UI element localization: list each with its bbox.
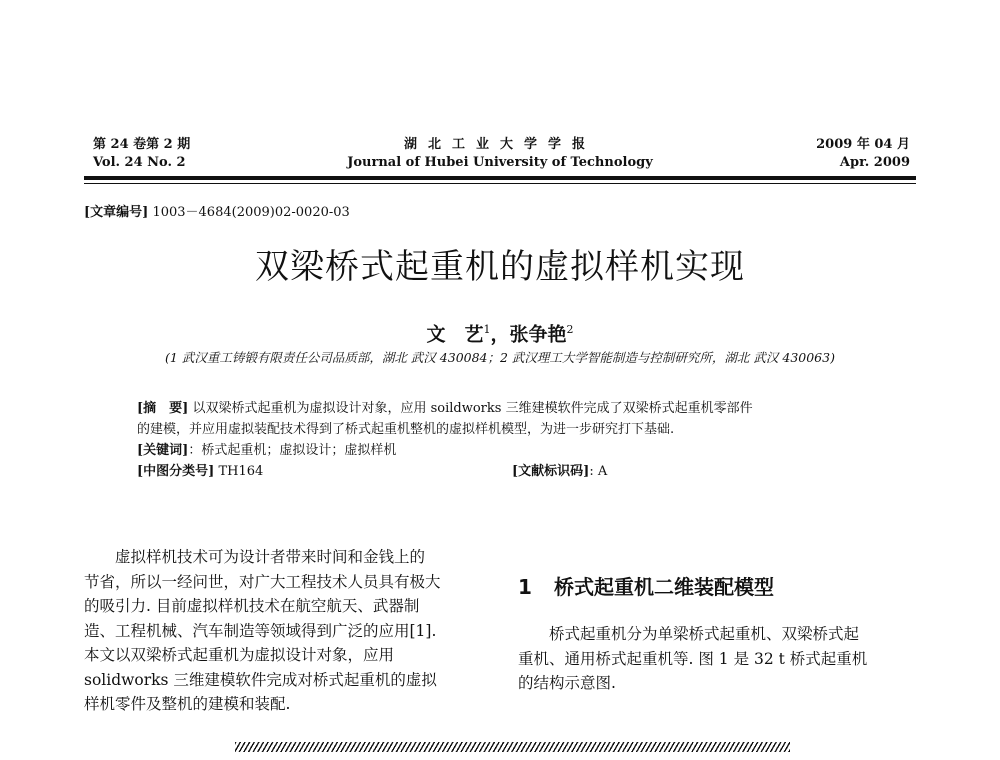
keywords-text: ：桥式起重机；虚拟设计；虚拟样机 — [188, 443, 397, 458]
article-number-label: [文章编号] — [84, 205, 149, 220]
header-volume-en: Vol. 24 No. 2 — [93, 155, 186, 170]
doc-code — [512, 461, 607, 482]
body-left-column — [84, 545, 489, 717]
intro-line: solidworks 三维建模软件完成对桥式起重机的虚拟 — [84, 670, 437, 689]
header-date-en: Apr. 2009 — [839, 155, 910, 170]
header-journal-en: Journal of Hubei University of Technology — [347, 155, 653, 170]
header-rule-thin — [84, 183, 916, 184]
intro-line: 的吸引力. 目前虚拟样机技术在航空航天、武器制 — [84, 597, 420, 615]
keywords-row — [137, 440, 877, 461]
abstract-label: [摘 要] — [137, 401, 189, 416]
doc-code-label: [文献标识码] — [512, 464, 590, 479]
section-1-heading — [518, 572, 918, 602]
header-volume — [93, 136, 190, 172]
header-date — [816, 136, 910, 172]
intro-line: 节省，所以一经问世，对广大工程技术人员具有极大 — [84, 572, 441, 591]
classification-row — [137, 461, 877, 482]
section-1-line: 重机、通用桥式起重机等. 图 1 是 32 t 桥式起重机 — [518, 649, 868, 668]
intro-line: 造、工程机械、汽车制造等领域得到广泛的应用[1]. — [84, 621, 437, 640]
clc-value: TH164 — [218, 464, 264, 479]
abstract-block — [137, 398, 877, 482]
author-separator: ， — [490, 323, 510, 346]
abstract-text-1: 以双梁桥式起重机为虚拟设计对象，应用 soildworks 三维建模软件完成了双梁桥式起重机零部件 — [192, 401, 753, 416]
section-1-title: 桥式起重机二维装配模型 — [554, 575, 774, 599]
header-journal-cn: 湖北工业大学学报 — [403, 137, 596, 152]
author-1-sup: 1 — [483, 323, 491, 336]
header-rule-thick — [84, 176, 916, 180]
clc-label: [中图分类号] — [137, 464, 215, 479]
header-volume-cn: 第 24 卷第 2 期 — [93, 137, 191, 152]
abstract-text-2: 的建模，并应用虚拟装配技术得到了桥式起重机整机的虚拟样机模型，为进一步研究打下基础. — [137, 422, 675, 437]
section-1-line: 的结构示意图. — [518, 674, 616, 692]
abstract-line-1 — [137, 398, 877, 419]
header-journal — [300, 136, 700, 172]
author-2: 张争艳 — [509, 323, 567, 346]
paper-title: 双梁桥式起重机的虚拟样机实现 — [255, 247, 745, 287]
authors — [0, 316, 1000, 348]
article-number-value: 1003－4684(2009)02-0020-03 — [152, 205, 350, 220]
clc-number — [137, 461, 512, 482]
section-1-number: 1 — [518, 575, 532, 599]
article-number — [84, 204, 350, 222]
intro-line: 本文以双梁桥式起重机为虚拟设计对象，应用 — [84, 646, 395, 664]
author-2-sup: 2 — [566, 323, 574, 336]
header-date-cn: 2009 年 04 月 — [816, 137, 910, 152]
section-1-line: 桥式起重机分为单梁桥式起重机、双梁桥式起 — [549, 625, 860, 643]
author-1: 文 艺 — [426, 323, 484, 346]
keywords-label: [关键词] — [137, 443, 189, 458]
intro-line: 样机零件及整机的建模和装配. — [84, 695, 291, 713]
bottom-hatch-divider — [235, 742, 790, 752]
intro-line: 虚拟样机技术可为设计者带来时间和金钱上的 — [115, 548, 426, 566]
doc-code-value: : A — [589, 464, 608, 479]
body-right-column — [518, 572, 918, 696]
affiliation: (1 武汉重工铸锻有限责任公司品质部，湖北 武汉 430084；2 武汉理工大学智能制造与控制研究所，湖北 武汉 430063) — [165, 350, 835, 365]
